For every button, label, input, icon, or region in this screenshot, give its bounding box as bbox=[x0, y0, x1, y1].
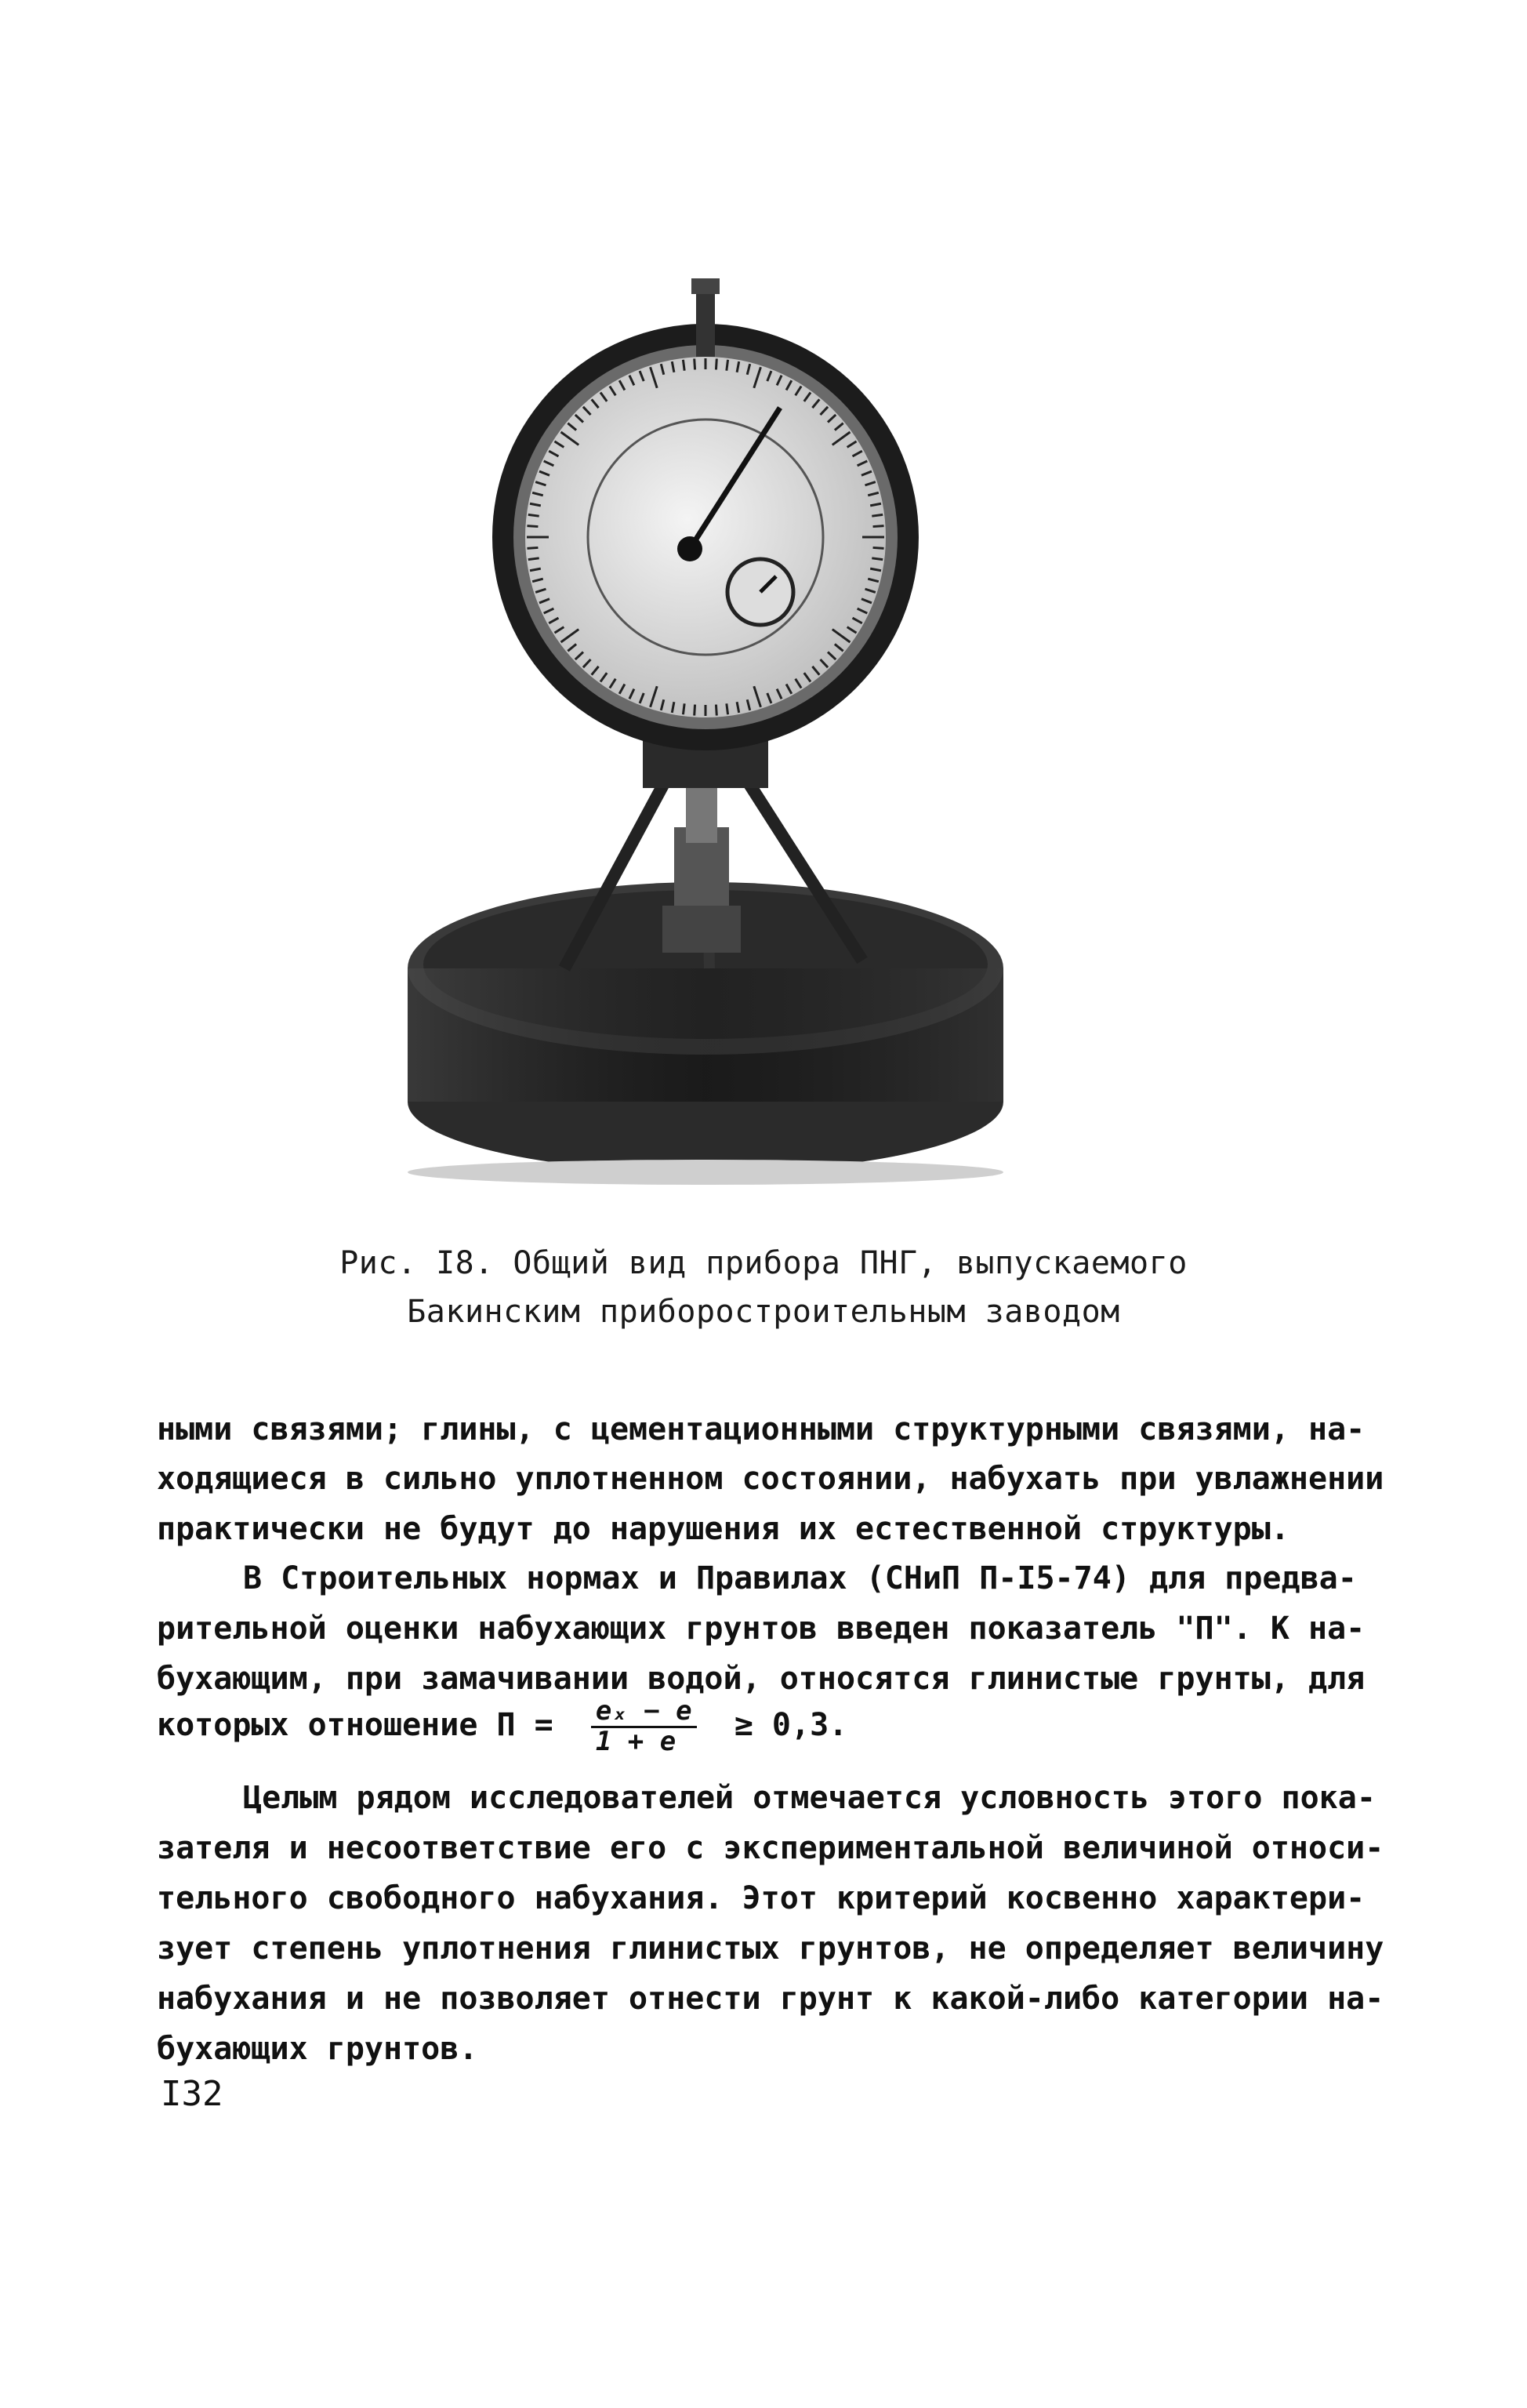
paragraph-2-line-1: В Строительных нормах и Правилах (СНиП П-I5-74) для предва- bbox=[243, 1560, 1357, 1596]
dial-tick bbox=[872, 558, 883, 560]
paragraph-1-line-1: ными связями; глины, с цементационными структурными связями, на- bbox=[157, 1411, 1366, 1447]
formula-numerator: eₓ − e bbox=[595, 1695, 692, 1727]
paragraph-3-line-2: зателя и несоответствие его с экспериментальной величиной относи- bbox=[157, 1830, 1384, 1866]
paragraph-1-line-2: ходящиеся в сильно уплотненном состоянии, набухать при увлажнении bbox=[157, 1461, 1384, 1497]
dial-tick bbox=[873, 547, 884, 548]
paragraph-3-line-3: тельного свободного набухания. Этот критерий косвенно характери- bbox=[157, 1880, 1366, 1916]
figure-caption-line-2: Бакинским приборостроительным заводом bbox=[407, 1294, 1120, 1330]
paragraph-3-line-6: бухающих грунтов. bbox=[157, 2031, 478, 2067]
page-number: I32 bbox=[161, 2074, 223, 2114]
paragraph-1-line-3: практически не будут до нарушения их естественной структуры. bbox=[157, 1511, 1289, 1547]
dial-tick bbox=[528, 558, 539, 560]
device-photo bbox=[392, 278, 1019, 1192]
dial-tick bbox=[727, 703, 728, 714]
figure-caption-line-1: Рис. I8. Общий вид прибора ПНГ, выпускаемого bbox=[339, 1245, 1188, 1281]
dial-tick bbox=[683, 703, 684, 714]
dial-tick bbox=[527, 547, 538, 548]
formula-line bbox=[157, 1695, 1356, 1757]
paragraph-2-line-2: рительной оценки набухающих грунтов введен показатель "П". К на- bbox=[157, 1611, 1366, 1647]
formula-prefix: которых отношение П = bbox=[157, 1707, 553, 1744]
dial-tick bbox=[873, 526, 884, 527]
paragraph-3-line-1: Целым рядом исследователей отмечается условность этого пока- bbox=[243, 1780, 1376, 1816]
dial-tick bbox=[727, 360, 728, 371]
dial-tick bbox=[527, 526, 538, 527]
formula-denominator: 1 + e bbox=[591, 1726, 697, 1756]
formula-fraction bbox=[591, 1695, 697, 1757]
dial-tick bbox=[683, 360, 684, 371]
dial-tick bbox=[872, 514, 883, 516]
dial-tick bbox=[528, 514, 539, 516]
formula-suffix: ≥ 0,3. bbox=[734, 1707, 848, 1744]
paragraph-3-line-4: зует степень уплотнения глинистых грунтов, не определяет величину bbox=[157, 1930, 1384, 1967]
paragraph-2-line-3: бухающим, при замачивании водой, относятся глинистые грунты, для bbox=[157, 1661, 1366, 1697]
paragraph-3-line-5: набухания и не позволяет отнести грунт к какой-либо категории на- bbox=[157, 1981, 1384, 2017]
